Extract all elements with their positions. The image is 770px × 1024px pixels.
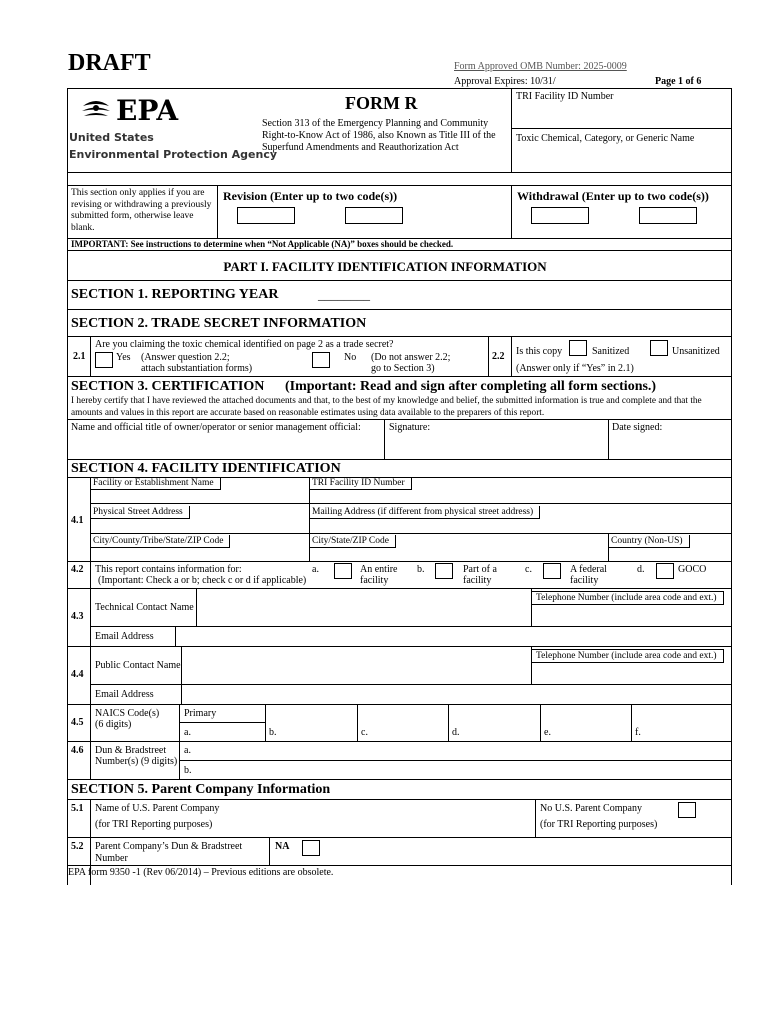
naics-d[interactable]: d. <box>452 727 460 738</box>
trade-secret-no-checkbox[interactable] <box>312 352 330 368</box>
item-5-1-number: 5.1 <box>71 803 84 814</box>
agency-line1: United States <box>69 131 154 144</box>
revision-note: This section only applies if you are revising or withdrawing a previously submitted form, otherwise leave blank. <box>71 188 212 233</box>
part-facility-line1: Part of a <box>463 564 497 575</box>
technical-phone-label: Telephone Number (include area code and ext.) <box>531 591 724 605</box>
revision-code-1[interactable] <box>237 207 295 224</box>
dun-label-2: Number(s) (9 digits) <box>95 756 178 767</box>
section2-title: SECTION 2. TRADE SECRET INFORMATION <box>71 316 367 331</box>
reporting-year-field[interactable]: ________ <box>318 287 370 302</box>
item-4-3-number: 4.3 <box>71 611 84 622</box>
owner-name-label: Name and official title of owner/operator or senior management official: <box>71 422 361 433</box>
no-note-1: (Do not answer 2.2; <box>371 352 451 363</box>
naics-a[interactable]: a. <box>184 727 191 738</box>
sanitized-checkbox[interactable] <box>569 340 587 356</box>
revision-label: Revision (Enter up to two code(s)) <box>223 189 398 203</box>
federal-facility-line1: A federal <box>570 564 607 575</box>
option-d-letter: d. <box>637 564 645 575</box>
withdrawal-code-2[interactable] <box>639 207 697 224</box>
parent-dun-label-1: Parent Company’s Dun & Bradstreet <box>95 841 243 852</box>
no-parent-checkbox[interactable] <box>678 802 696 818</box>
technical-email-label: Email Address <box>95 631 154 642</box>
answer-only-note: (Answer only if “Yes” in 2.1) <box>516 363 634 374</box>
tri-facility-id-label: TRI Facility ID Number <box>309 477 412 490</box>
dun-label-1: Dun & Bradstreet <box>95 745 167 756</box>
yes-note-1: (Answer question 2.2; <box>141 352 230 363</box>
parent-dun-label-2: Number <box>95 853 128 864</box>
revision-code-2[interactable] <box>345 207 403 224</box>
epa-logo-text: EPA <box>116 94 179 127</box>
form-footer: EPA form 9350 -1 (Rev 06/2014) – Previous editions are obsolete. <box>68 867 334 878</box>
naics-f[interactable]: f. <box>635 727 641 738</box>
no-note-2: go to Section 3) <box>371 363 435 374</box>
public-phone-label: Telephone Number (include area code and ext.) <box>531 649 724 663</box>
street-address-label: Physical Street Address <box>90 506 190 519</box>
federal-facility-line2: facility <box>570 575 599 586</box>
yes-note-2: attach substantiation forms) <box>141 363 253 374</box>
item-2-2-number: 2.2 <box>492 351 505 362</box>
entire-facility-line1: An entire <box>360 564 398 575</box>
dun-a[interactable]: a. <box>184 745 191 756</box>
unsanitized-label: Unsanitized <box>672 346 720 357</box>
withdrawal-label: Withdrawal (Enter up to two code(s)) <box>517 189 709 203</box>
goco-label: GOCO <box>678 564 707 575</box>
option-b-letter: b. <box>417 564 425 575</box>
certification-text: I hereby certify that I have reviewed the attached documents and that, to the best of my knowledge and belief, the submitted information is true and complete and that the amounts and values in this report are accurate based on reasonable estimates using data available to the preparers of this report. <box>71 396 702 418</box>
form-description: Section 313 of the Emergency Planning and Community Right-to-Know Act of 1986, also Known as Title III of the Superfund Amendments and Reauthorization Act <box>262 118 496 153</box>
no-parent-label-1: No U.S. Parent Company <box>540 803 642 814</box>
date-signed-label: Date signed: <box>612 422 663 433</box>
part-facility-line2: facility <box>463 575 492 586</box>
entire-facility-line2: facility <box>360 575 389 586</box>
facility-name-label: Facility or Establishment Name <box>90 477 221 490</box>
city-state-label: City/State/ZIP Code <box>309 535 396 548</box>
parent-dun-na-label: NA <box>275 841 290 852</box>
city-county-label: City/County/Tribe/State/ZIP Code <box>90 535 230 548</box>
trade-secret-yes-checkbox[interactable] <box>95 352 113 368</box>
parent-name-label-2: (for TRI Reporting purposes) <box>95 819 213 830</box>
omb-number: Form Approved OMB Number: 2025-0009 <box>454 61 627 72</box>
item-2-1-number: 2.1 <box>73 351 86 362</box>
trade-secret-question: Are you claiming the toxic chemical identified on page 2 as a trade secret? <box>95 339 394 350</box>
epa-flower-icon <box>80 98 112 122</box>
item-4-6-number: 4.6 <box>71 745 84 756</box>
item-4-2-number: 4.2 <box>71 564 84 575</box>
toxic-chemical-label: Toxic Chemical, Category, or Generic Name <box>516 133 695 144</box>
parent-name-label-1: Name of U.S. Parent Company <box>95 803 220 814</box>
technical-contact-label: Technical Contact Name <box>95 602 194 613</box>
naics-e[interactable]: e. <box>544 727 551 738</box>
dun-b[interactable]: b. <box>184 765 192 776</box>
item-4-4-number: 4.4 <box>71 669 84 680</box>
draft-title: DRAFT <box>68 50 151 76</box>
approval-expires: Approval Expires: 10/31/ <box>454 76 556 87</box>
naics-b[interactable]: b. <box>269 727 277 738</box>
is-this-copy-label: Is this copy <box>516 346 563 357</box>
section5-title: SECTION 5. Parent Company Information <box>71 782 331 797</box>
important-note: IMPORTANT: See instructions to determine when “Not Applicable (NA)” boxes should be checked. <box>71 239 454 249</box>
public-email-label: Email Address <box>95 689 154 700</box>
country-label: Country (Non-US) <box>608 535 690 548</box>
section3-title: SECTION 3. CERTIFICATION <box>71 379 265 394</box>
public-contact-label: Public Contact Name <box>95 660 181 671</box>
part1-title: PART I. FACILITY IDENTIFICATION INFORMATION <box>223 259 547 274</box>
federal-facility-checkbox[interactable] <box>543 563 561 579</box>
naics-c[interactable]: c. <box>361 727 368 738</box>
signature-label: Signature: <box>389 422 431 433</box>
tri-id-label: TRI Facility ID Number <box>516 91 614 102</box>
parent-dun-na-checkbox[interactable] <box>302 840 320 856</box>
no-label: No <box>344 352 357 363</box>
item-4-5-number: 4.5 <box>71 717 84 728</box>
option-c-letter: c. <box>525 564 532 575</box>
mailing-address-label: Mailing Address (if different from physical street address) <box>309 506 540 519</box>
section4-title: SECTION 4. FACILITY IDENTIFICATION <box>71 461 341 476</box>
page-number: Page 1 of 6 <box>655 76 702 87</box>
goco-checkbox[interactable] <box>656 563 674 579</box>
withdrawal-code-1[interactable] <box>531 207 589 224</box>
part-facility-checkbox[interactable] <box>435 563 453 579</box>
section1-title: SECTION 1. REPORTING YEAR <box>71 287 279 302</box>
contains-line2: (Important: Check a or b; check c or d if applicable) <box>98 575 307 586</box>
yes-label: Yes <box>116 352 131 363</box>
naics-label-1: NAICS Code(s) <box>95 708 160 719</box>
contains-line1: This report contains information for: <box>95 564 242 575</box>
entire-facility-checkbox[interactable] <box>334 563 352 579</box>
sanitized-label: Sanitized <box>592 346 630 357</box>
item-5-2-number: 5.2 <box>71 841 84 852</box>
naics-primary-label: Primary <box>184 708 217 719</box>
section3-important: (Important: Read and sign after completing all form sections.) <box>285 379 657 394</box>
option-a-letter: a. <box>312 564 319 575</box>
unsanitized-checkbox[interactable] <box>650 340 668 356</box>
naics-label-2: (6 digits) <box>95 719 132 730</box>
no-parent-label-2: (for TRI Reporting purposes) <box>540 819 658 830</box>
item-4-1-number: 4.1 <box>71 515 84 526</box>
agency-line2: Environmental Protection Agency <box>69 148 278 161</box>
form-title: FORM R <box>345 93 418 113</box>
